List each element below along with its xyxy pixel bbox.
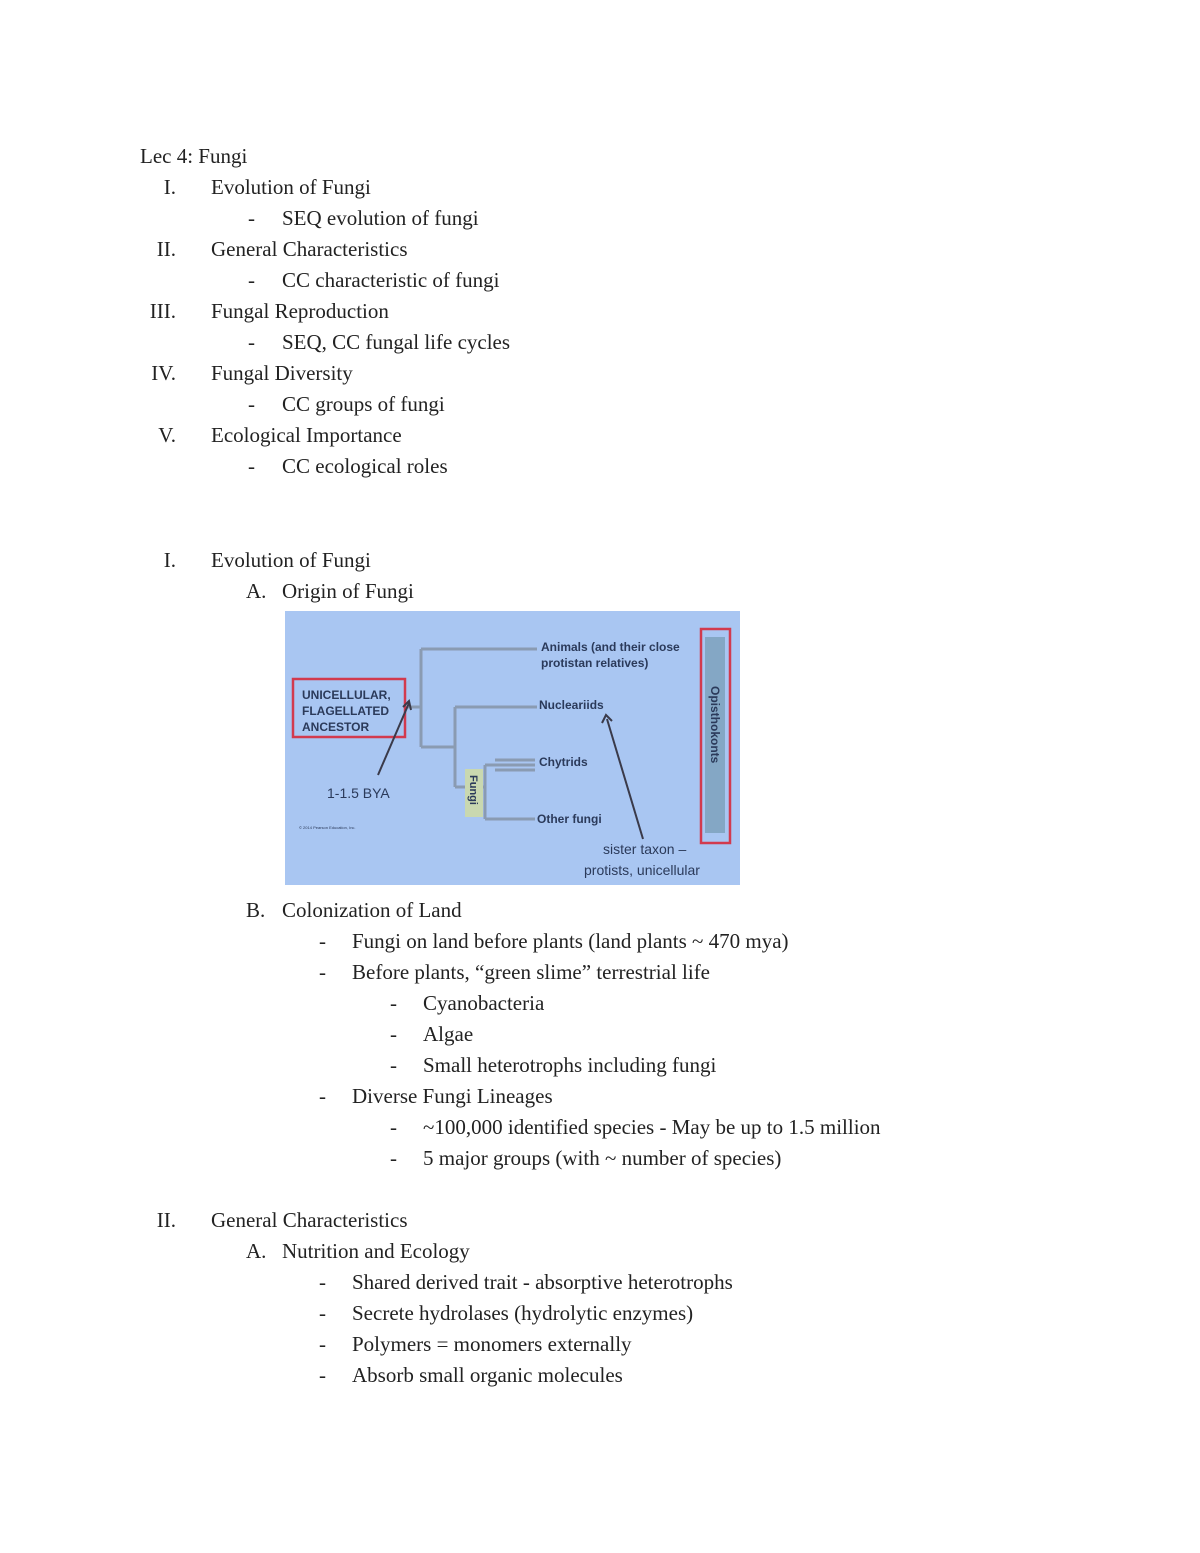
nutrition-item-2: Secrete hydrolases (hydrolytic enzymes) [352, 1301, 694, 1325]
bullet-dash: - [319, 1363, 326, 1387]
bullet-dash: - [319, 1301, 326, 1325]
outline-num-1: I. [163, 175, 176, 199]
bullet-dash: - [248, 268, 255, 292]
section1-num: I. [163, 548, 176, 572]
fungi-label: Fungi [467, 775, 479, 805]
outline-item-3: Fungal Reproduction [211, 299, 389, 323]
nutrition-item-3: Polymers = monomers externally [352, 1332, 632, 1356]
section2-a-label: Nutrition and Ecology [282, 1239, 470, 1263]
outline-sub-5: CC ecological roles [282, 454, 448, 478]
date-label: 1-1.5 BYA [327, 785, 390, 801]
chytrids-label: Chytrids [539, 755, 588, 769]
slime-item-2: Algae [423, 1022, 474, 1046]
ancestor-line-3: ANCESTOR [302, 720, 370, 734]
section1-a-label: Origin of Fungi [282, 579, 414, 603]
slime-item-1: Cyanobacteria [423, 991, 545, 1015]
bullet-dash: - [248, 206, 255, 230]
slime-item-3: Small heterotrophs including fungi [423, 1053, 717, 1077]
outline-num-4: IV. [151, 361, 176, 385]
bullet-dash: - [248, 392, 255, 416]
bullet-dash: - [319, 1084, 326, 1108]
section1-heading: Evolution of Fungi [211, 548, 371, 572]
bullet-dash: - [248, 330, 255, 354]
bullet-dash: - [319, 1270, 326, 1294]
outline-item-1: Evolution of Fungi [211, 175, 371, 199]
phylogeny-svg [285, 611, 740, 885]
bullet-dash: - [390, 1115, 397, 1139]
nutrition-item-1: Shared derived trait - absorptive heterotrophs [352, 1270, 733, 1294]
sister-line-2: protists, unicellular [584, 862, 700, 878]
bullet-dash: - [319, 929, 326, 953]
lineage-item-1: ~100,000 identified species - May be up to 1.5 million [423, 1115, 881, 1139]
nutrition-item-4: Absorb small organic molecules [352, 1363, 623, 1387]
bullet-dash: - [390, 1146, 397, 1170]
colonization-item-2: Before plants, “green slime” terrestrial life [352, 960, 711, 984]
outline-sub-1: SEQ evolution of fungi [282, 206, 479, 230]
section1-b-label: Colonization of Land [282, 898, 462, 922]
section2-a-letter: A. [246, 1239, 267, 1263]
outline-num-2: II. [156, 237, 176, 261]
bullet-dash: - [319, 960, 326, 984]
bullet-dash: - [390, 991, 397, 1015]
animals-line-2: protistan relatives) [541, 656, 649, 670]
outline-sub-3: SEQ, CC fungal life cycles [282, 330, 511, 354]
section2-heading: General Characteristics [211, 1208, 408, 1232]
outline-num-5: V. [158, 423, 176, 447]
bullet-dash: - [390, 1022, 397, 1046]
section1-b-letter: B. [246, 898, 266, 922]
outline-item-4: Fungal Diversity [211, 361, 353, 385]
outline-sub-4: CC groups of fungi [282, 392, 445, 416]
outline-item-2: General Characteristics [211, 237, 408, 261]
other-fungi-label: Other fungi [537, 812, 602, 826]
outline-sub-2: CC characteristic of fungi [282, 268, 500, 292]
lineage-label: Diverse Fungi Lineages [352, 1084, 553, 1108]
outline-item-5: Ecological Importance [211, 423, 402, 447]
bullet-dash: - [319, 1332, 326, 1356]
nucleariids-label: Nucleariids [539, 698, 604, 712]
lineage-item-2: 5 major groups (with ~ number of species) [423, 1146, 782, 1170]
colonization-item-1: Fungi on land before plants (land plants ~ 470 mya) [352, 929, 789, 953]
ancestor-line-1: UNICELLULAR, [302, 688, 391, 702]
bullet-dash: - [390, 1053, 397, 1077]
ancestor-line-2: FLAGELLATED [302, 704, 390, 718]
bullet-dash: - [248, 454, 255, 478]
outline-num-3: III. [149, 299, 176, 323]
document-title: Lec 4: Fungi [140, 144, 248, 168]
section2-num: II. [156, 1208, 176, 1232]
section1-a-letter: A. [246, 579, 267, 603]
animals-line-1: Animals (and their close [541, 640, 680, 654]
copyright-label: © 2014 Pearson Education, Inc. [299, 825, 356, 830]
phylogeny-figure [285, 611, 740, 885]
opisthokonts-label: Opisthokonts [708, 686, 722, 764]
sister-line-1: sister taxon – [603, 841, 687, 857]
